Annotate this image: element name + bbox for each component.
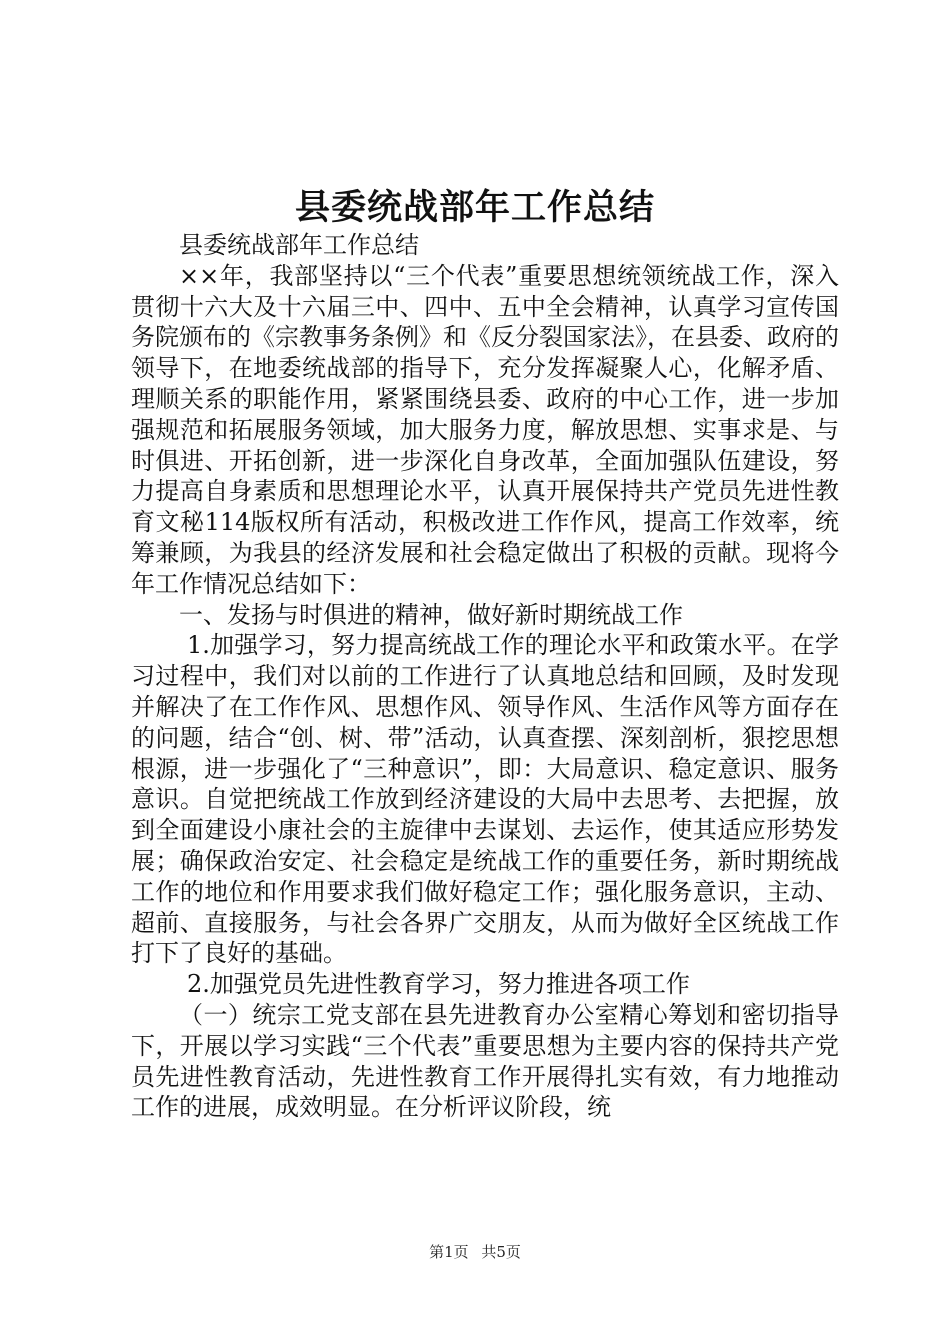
section-heading-1: 一、发扬与时俱进的精神，做好新时期统战工作 xyxy=(179,600,683,629)
paragraph-intro: ××年，我部坚持以“三个代表”重要思想统领统战工作，深入贯彻十六大及十六届三中、四中、五中全会精神，认真学习宣传国务院颁布的《宗教事务条例》和《反分裂国家法》，在县委、政府的领导下，在地委统战部的指导下，充分发挥凝聚人心，化解矛盾、理顺关系的职能作用，紧紧围绕县委、政府的中心工作，进一步加强规范和拓展服务领域，加大服务力度，解放思想、实事求是、与时俱进、开拓创新，进一步深化自身改革，全面加强队伍建设，努力提高自身素质和思想理论水平，认真开展保持共产党员先进性教育文秘114版权所有活动，积极改进工作作风，提高工作效率，统筹兼顾，为我县的经济发展和社会稳定做出了积极的贡献。现将今年工作情况总结如下： xyxy=(131,261,839,598)
document-title: 县委统战部年工作总结 xyxy=(294,187,655,228)
page-number: 第1页 xyxy=(429,1243,469,1261)
document-body xyxy=(131,230,839,1123)
paragraph-item-2-heading: 2.加强党员先进性教育学习，努力推进各项工作 xyxy=(187,970,690,999)
page-footer xyxy=(0,1242,950,1262)
paragraph-subtitle: 县委统战部年工作总结 xyxy=(179,231,419,259)
paragraph-item-1: 1.加强学习，努力提高统战工作的理论水平和政策水平。在学习过程中，我们对以前的工作进行了认真地总结和回顾，及时发现并解决了在工作作风、思想作风、领导作风、生活作风等方面存在的问题，结合“创、树、带”活动，认真查摆、深刻剖析，狠挖思想根源，进一步强化了“三种意识”，即：大局意识、稳定意识、服务意识。自觉把统战工作放到经济建设的大局中去思考、去把握，放到全面建设小康社会的主旋律中去谋划、去运作，使其适应形势发展；确保政治安定、社会稳定是统战工作的重要任务，新时期统战工作的地位和作用要求我们做好稳定工作；强化服务意识，主动、超前、直接服务，与社会各界广交朋友，从而为做好全区统战工作打下了良好的基础。 xyxy=(131,631,839,968)
paragraph-sub-item-1: （一）统宗工党支部在县先进教育办公室精心筹划和密切指导下，开展以学习实践“三个代表”重要思想为主要内容的保持共产党员先进性教育活动，先进性教育工作开展得扎实有效，有力地推动工作的进展，成效明显。在分析评议阶段，统 xyxy=(131,1000,839,1122)
page-total: 共5页 xyxy=(481,1243,521,1261)
